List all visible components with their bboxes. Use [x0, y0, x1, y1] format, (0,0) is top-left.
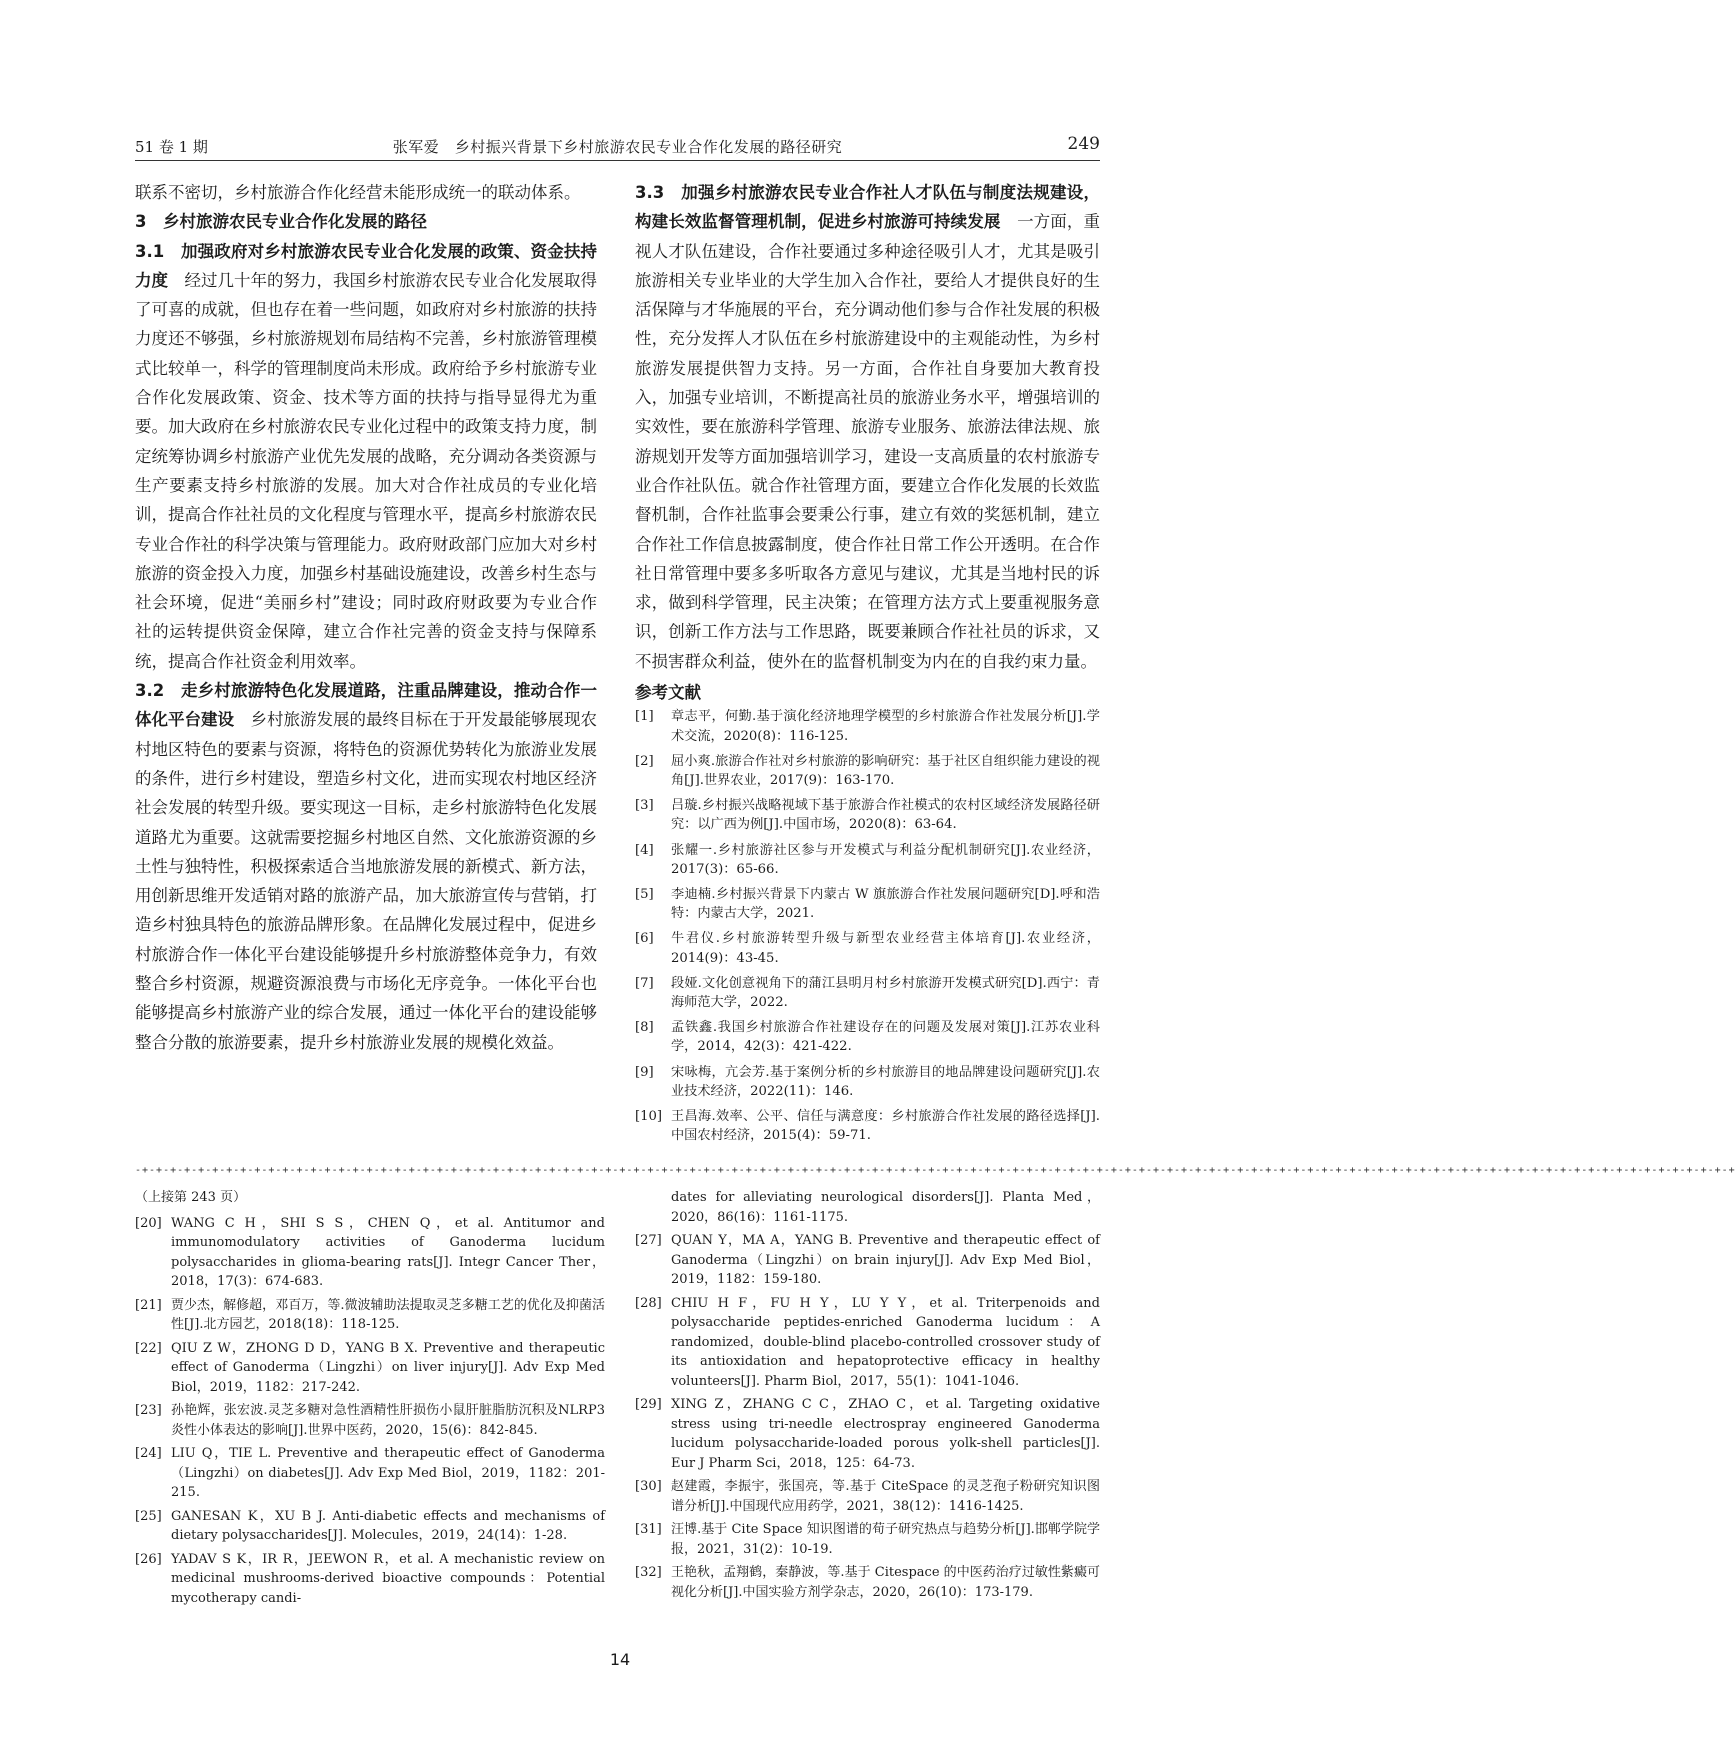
left-column	[135, 178, 597, 1057]
reference-text: 段娅.文化创意视角下的蒲江县明月村乡村旅游开发模式研究[D].西宁：青海师范大学，2022.	[671, 975, 1100, 1010]
reference-number: [9]	[635, 1064, 654, 1080]
paragraph: 经过几十年的努力，我国乡村旅游农民专业合化发展取得了可喜的成就，但也存在着一些问题，如政府对乡村旅游的扶持力度还不够强，乡村旅游规划布局结构不完善，乡村旅游管理模式比较单一，科学的管理制度尚未形成。政府给予乡村旅游专业合作化发展政策、资金、技术等方面的扶持与指导显得尤为重要。加大政府在乡村旅游农民专业化过程中的政策支持力度，制定统筹协调乡村旅游产业优先发展的战略，充分调动各类资源与生产要素支持乡村旅游的发展。加大对合作社成员的专业化培训，提高合作社社员的文化程度与管理水平，提高乡村旅游农民专业合作社的科学决策与管理能力。政府财政部门应加大对乡村旅游的资金投入力度，加强乡村基础设施建设，改善乡村生态与社会环境，促进“美丽乡村”建设；同时政府财政要为专业合作社的运转提供资金保障，建立合作社完善的资金支持与保障系统，提高合作社资金利用效率。	[135, 270, 597, 671]
reference-number: [26]	[135, 1551, 162, 1567]
reference-item	[635, 1477, 1100, 1516]
reference-item	[135, 1507, 605, 1546]
reference-number: [24]	[135, 1446, 162, 1461]
reference-number: [23]	[135, 1403, 162, 1418]
reference-text: 孟铁鑫.我国乡村旅游合作社建设存在的问题及发展对策[J].江苏农业科学，2014，42(3)：421-422.	[671, 1020, 1100, 1055]
subsection-3-3	[635, 178, 1100, 676]
header-rule	[135, 160, 1100, 161]
reference-item	[635, 841, 1100, 879]
reference-number: [28]	[635, 1295, 662, 1311]
running-title: 张军爱 乡村振兴背景下乡村旅游农民专业合作化发展的路径研究	[392, 138, 843, 156]
page-number: 14	[609, 1650, 631, 1669]
reference-text: GANESAN K，XU B J. Anti-diabetic effects and mechanisms of dietary polysaccharides[J]. Molecules，2019，24(14)：1-28.	[171, 1508, 605, 1543]
reference-text: QIU Z W，ZHONG D D，YANG B X. Preventive and therapeutic effect of Ganoderma（Lingzhi）on liver injury[J]. Adv Exp Med Biol，2019，1182：217-242.	[171, 1340, 605, 1395]
reference-item	[635, 1107, 1100, 1145]
subsection-title: 3.1 加强政府对乡村旅游农民专业合化发展的政策、资金扶持力度	[135, 241, 597, 290]
volume-issue: 51 卷 1 期	[135, 138, 208, 156]
reference-item	[635, 1231, 1100, 1290]
references-heading: 参考文献	[635, 683, 701, 703]
subsection-3-2	[135, 676, 597, 1057]
subsection-title: 3.2 走乡村旅游特色化发展道路，注重品牌建设，推动合作一体化平台建设	[135, 681, 597, 730]
reference-number: [20]	[135, 1215, 162, 1231]
reference-text: 贾少杰，解修超，邓百万，等.微波辅助法提取灵芝多糖工艺的优化及抑菌活性[J].北方园艺，2018(18)：118-125.	[171, 1297, 605, 1332]
reference-item	[635, 1395, 1100, 1473]
paragraph: 一方面，重视人才队伍建设，合作社要通过多种途径吸引人才，尤其是吸引旅游相关专业毕业的大学生加入合作社，要给人才提供良好的生活保障与才华施展的平台，充分调动他们参与合作社发展的积极性，充分发挥人才队伍在乡村旅游建设中的主观能动性，为乡村旅游发展提供智力支持。另一方面，合作社自身要加大教育投入，加强专业培训，不断提高社员的旅游业务水平，增强培训的实效性，要在旅游科学管理、旅游专业服务、旅游法律法规、旅游规划开发等方面加强培训学习，建设一支高质量的农村旅游专业合作社队伍。就合作社管理方面，要建立合作化发展的长效监督机制，合作社监事会要秉公行事，建立有效的奖惩机制，建立合作社工作信息披露制度，使合作社日常工作公开透明。在合作社日常管理中要多多听取各方意见与建议，尤其是当地村民的诉求，做到科学管理，民主决策；在管理方法方式上要重视服务意识，创新工作方法与工作思路，既要兼顾合作社社员的诉求，又不损害群众利益，使外在的监督机制变为内在的自我约束力量。	[635, 212, 1101, 671]
reference-text: 王艳秋，孟翔鹤，秦静波，等.基于 Citespace 的中医药治疗过敏性紫癜可视化分析[J].中国实验方剂学杂志，2020，26(10)：173-179.	[671, 1565, 1100, 1600]
reference-item	[635, 1520, 1100, 1559]
reference-text: LIU Q，TIE L. Preventive and therapeutic effect of Ganoderma（Lingzhi）on diabetes[J]. Adv Exp Med Biol，2019，1182：201-215.	[171, 1446, 605, 1500]
reference-item	[135, 1444, 605, 1503]
reference-number: [4]	[635, 842, 654, 858]
journal-page-number: 249	[1067, 134, 1100, 154]
reference-text: 牛君仪.乡村旅游转型升级与新型农业经营主体培育[J].农业经济，2014(9)：43-45.	[671, 931, 1100, 966]
reference-item	[635, 929, 1100, 967]
reference-item	[635, 974, 1100, 1012]
reference-item	[635, 752, 1100, 790]
reference-text: XING Z，ZHANG C C，ZHAO C，et al. Targeting oxidative stress using tri-needle electrospray engineered Ganoderma lucidum polysaccharide-loaded porous yolk-shell particles[J]. Eur J Pharm Sci，2018，125：64-73.	[671, 1397, 1100, 1471]
reference-number: [10]	[635, 1109, 663, 1124]
reference-number: [32]	[635, 1565, 662, 1580]
running-header	[135, 134, 1100, 158]
reference-text: 张耀一.乡村旅游社区参与开发模式与利益分配机制研究[J].农业经济，2017(3)：65-66.	[671, 842, 1100, 877]
reference-continuation: dates for alleviating neurological disorders[J]. Planta Med，2020，86(16)：1161-1175.	[671, 1190, 1100, 1225]
reference-number: [27]	[635, 1233, 662, 1248]
reference-item	[635, 1018, 1100, 1056]
reference-list	[635, 1231, 1100, 1602]
reference-text: 孙艳辉，张宏波.灵芝多糖对急性酒精性肝损伤小鼠肝脏脂肪沉积及NLRP3 炎性小体表达的影响[J].世界中医药，2020，15(6)：842-845.	[171, 1403, 605, 1438]
reference-text: 屈小爽.旅游合作社对乡村旅游的影响研究：基于社区自组织能力建设的视角[J].世界农业，2017(9)：163-170.	[671, 753, 1100, 788]
reference-text: YADAV S K，IR R，JEEWON R，et al. A mechanistic review on medicinal mushrooms-derived bioactive compounds：Potential mycotherapy candi-	[171, 1551, 605, 1606]
paragraph: 乡村旅游发展的最终目标在于开发最能够展现农村地区特色的要素与资源，将特色的资源优势转化为旅游业发展的条件，进行乡村建设，塑造乡村文化，进而实现农村地区经济社会发展的转型升级。要实现这一目标，走乡村旅游特色化发展道路尤为重要。这就需要挖掘乡村地区自然、文化旅游资源的乡土性与独特性，积极探索适合当地旅游发展的新模式、新方法，用创新思维开发适销对路的旅游产品，加大旅游宣传与营销，打造乡村独具特色的旅游品牌形象。在品牌化发展过程中，促进乡村旅游合作一体化平台建设能够提升乡村旅游整体竞争力，有效整合乡村资源，规避资源浪费与市场化无序竞争。一体化平台也能够提高乡村旅游产业的综合发展，通过一体化平台的建设能够整合分散的旅游要素，提升乡村旅游业发展的规模化效益。	[135, 710, 597, 1052]
reference-number: [29]	[635, 1397, 662, 1412]
reference-number: [7]	[635, 975, 654, 991]
reference-item	[635, 707, 1100, 745]
reference-item	[635, 1563, 1100, 1602]
reference-list	[635, 707, 1100, 1145]
subsection-title: 3.3 加强乡村旅游农民专业合作社人才队伍与制度法规建设，构建长效监督管理机制，促进乡村旅游可持续发展	[635, 183, 1100, 232]
reference-item	[135, 1214, 605, 1292]
reference-number: [8]	[635, 1020, 654, 1036]
reference-list	[135, 1214, 605, 1609]
reference-number: [25]	[135, 1508, 162, 1524]
section-divider: -+-+-+-+-+-+-+-+-+-+-+-+-+-+-+-+-+-+-+-+-+-+-+-+-+-+-+-+-+-+-+-+-+-+-+-+-+-+-+-+-+-+-+-+-+-+-+-+-+-+-+-+-+-+-+-+-+-+-+-+-+-+-+-+-+-+-+-+-+-+-+-+-+-+-+-+-+-+-+-+-+-+-+-+-+-+-+-+-+-+-+-+-+-+-+-+-+-+-+-+-+-+-+-+-+-+-+-+-+-+-+-+-+-+	[135, 1165, 1736, 1176]
continued-refs-left	[135, 1188, 605, 1612]
reference-text: 汪博.基于 Cite Space 知识图谱的荀子研究热点与趋势分析[J].邯郸学院学报，2021，31(2)：10-19.	[671, 1522, 1100, 1557]
reference-item	[135, 1550, 605, 1609]
reference-item	[135, 1296, 605, 1335]
reference-text: 李迪楠.乡村振兴背景下内蒙古 W 旗旅游合作社发展问题研究[D].呼和浩特：内蒙古大学，2021.	[671, 886, 1100, 922]
reference-number: [21]	[135, 1297, 162, 1313]
reference-number: [22]	[135, 1340, 162, 1356]
reference-number: [1]	[635, 709, 654, 725]
reference-text: 吕璇.乡村振兴战略视域下基于旅游合作社模式的农村区域经济发展路径研究：以广西为例[J].中国市场，2020(8)：63-64.	[671, 798, 1100, 833]
reference-number: [3]	[635, 798, 654, 814]
reference-text: 宋咏梅，亢会芳.基于案例分析的乡村旅游目的地品牌建设问题研究[J].农业技术经济，2022(11)：146.	[671, 1064, 1100, 1099]
continued-refs-right	[635, 1188, 1100, 1606]
reference-text: 王昌海.效率、公平、信任与满意度：乡村旅游合作社发展的路径选择[J].中国农村经济，2015(4)：59-71.	[671, 1109, 1100, 1144]
right-column	[635, 178, 1100, 1151]
subsection-3-1	[135, 237, 597, 676]
reference-item	[635, 796, 1100, 834]
reference-text: QUAN Y，MA A，YANG B. Preventive and therapeutic effect of Ganoderma（Lingzhi）on brain injury[J]. Adv Exp Med Biol，2019，1182：159-180.	[671, 1233, 1100, 1287]
paragraph: 联系不密切，乡村旅游合作化经营未能形成统一的联动体系。	[135, 183, 581, 202]
reference-item	[635, 1294, 1100, 1392]
reference-number: [31]	[635, 1522, 662, 1537]
reference-item	[135, 1339, 605, 1398]
reference-number: [2]	[635, 753, 654, 769]
continued-note: （上接第 243 页）	[135, 1190, 247, 1205]
reference-text: 章志平，何勤.基于演化经济地理学模型的乡村旅游合作社发展分析[J].学术交流，2020(8)：116-125.	[671, 709, 1100, 744]
reference-item	[635, 885, 1100, 923]
section-heading: 3 乡村旅游农民专业合作化发展的路径	[135, 212, 427, 232]
reference-number: [6]	[635, 931, 654, 947]
reference-number: [30]	[635, 1479, 662, 1494]
reference-text: CHIU H F，FU H Y，LU Y Y，et al. Triterpenoids and polysaccharide peptides-enriched Ganoderma lucidum：A randomized，double-blind placebo-controlled crossover study of its antioxidation and hepatoprotective efficacy in healthy volunteers[J]. Pharm Biol，2017，55(1)：1041-1046.	[671, 1295, 1100, 1389]
reference-item	[135, 1401, 605, 1440]
reference-text: 赵建霞，李振宇，张国亮，等.基于 CiteSpace 的灵芝孢子粉研究知识图谱分析[J].中国现代应用药学，2021，38(12)：1416-1425.	[671, 1479, 1100, 1514]
reference-number: [5]	[635, 886, 654, 902]
reference-item	[635, 1063, 1100, 1101]
reference-text: WANG C H，SHI S S，CHEN Q，et al. Antitumor and immunomodulatory activities of Ganoderma lucidum polysaccharides in glioma-bearing rats[J]. Integr Cancer Ther，2018，17(3)：674-683.	[171, 1215, 605, 1289]
